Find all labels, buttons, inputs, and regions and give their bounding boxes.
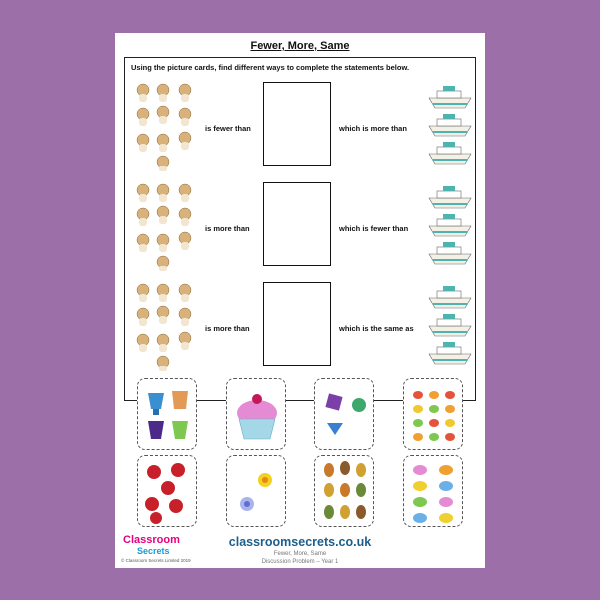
dogs-icon — [133, 82, 201, 172]
left-phrase: is more than — [205, 224, 250, 233]
instructions: Using the picture cards, find different ways to complete the statements below. — [131, 63, 410, 72]
flower-icon — [227, 456, 287, 528]
cupcake-card[interactable] — [226, 378, 286, 450]
leaf-icon — [315, 456, 375, 528]
leaves-card[interactable] — [314, 455, 374, 527]
gem-icon — [315, 379, 375, 451]
boats-group — [425, 282, 475, 372]
dogs-group — [133, 182, 201, 272]
gems-card[interactable] — [314, 378, 374, 450]
answer-box[interactable] — [263, 282, 331, 366]
cupcake-icon — [227, 379, 287, 451]
footer-subtitle: Fewer, More, Same — [273, 551, 327, 557]
footer-caption: Discussion Problem – Year 1 — [261, 559, 339, 565]
statements-frame — [124, 57, 476, 401]
dogs-icon — [133, 182, 201, 272]
dinosaurs-card[interactable] — [403, 455, 463, 527]
dinosaur-icon — [404, 456, 464, 528]
right-phrase: which is fewer than — [339, 224, 409, 233]
sweet-icon — [404, 379, 464, 451]
logo-line-1: Classroom — [123, 534, 180, 546]
plant-pots-card[interactable] — [137, 378, 197, 450]
website-url[interactable]: classroomsecrets.co.uk — [228, 535, 372, 549]
sweets-card[interactable] — [403, 378, 463, 450]
dogs-group — [133, 82, 201, 172]
left-phrase: is more than — [205, 324, 250, 333]
dogs-group — [133, 282, 201, 372]
flowers-card[interactable] — [226, 455, 286, 527]
left-phrase: is fewer than — [205, 124, 251, 133]
boats-icon — [425, 282, 475, 372]
pomegranate-icon — [138, 456, 198, 528]
boats-icon — [425, 182, 475, 272]
statement-row-3 — [125, 282, 475, 382]
plant-pot-icon — [138, 379, 198, 451]
worksheet — [115, 33, 485, 568]
statement-row-1 — [125, 82, 475, 182]
answer-box[interactable] — [263, 182, 331, 266]
right-phrase: which is more than — [339, 124, 407, 133]
boats-icon — [425, 82, 475, 172]
boats-group — [425, 182, 475, 272]
boats-group — [425, 82, 475, 172]
dogs-icon — [133, 282, 201, 372]
right-phrase: which is the same as — [339, 324, 414, 333]
worksheet-title: Fewer, More, Same — [250, 40, 350, 52]
statement-row-2 — [125, 182, 475, 282]
pomegranates-card[interactable] — [137, 455, 197, 527]
logo-line-2: Secrets — [137, 546, 170, 556]
copyright-text: © Classroom Secrets Limited 2019 — [121, 558, 191, 563]
answer-box[interactable] — [263, 82, 331, 166]
